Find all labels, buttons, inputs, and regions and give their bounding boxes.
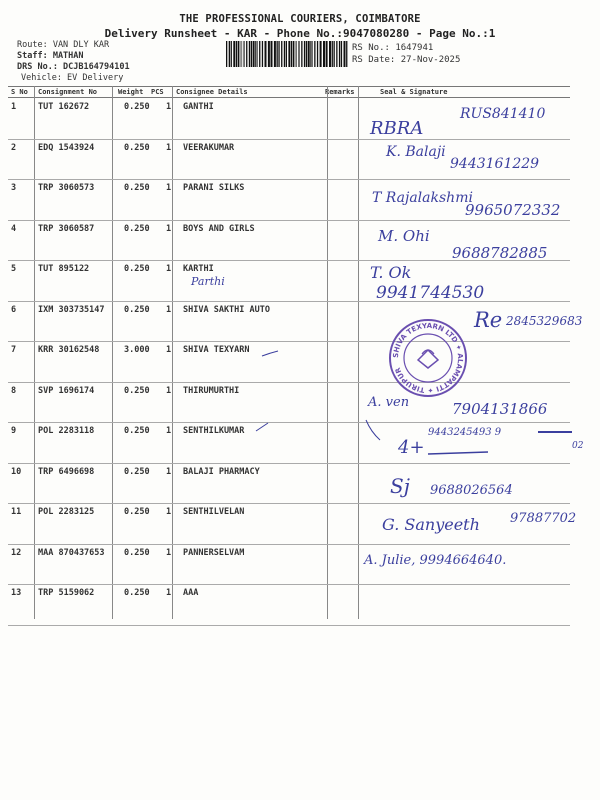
handwritten-name: M. Ohi bbox=[378, 227, 430, 245]
consignee-name: VEERAKUMAR bbox=[183, 142, 235, 153]
rs-date: RS Date: 27-Nov-2025 bbox=[352, 55, 461, 65]
col-header-consignment: Consignment No bbox=[38, 88, 98, 96]
barcode bbox=[226, 41, 348, 67]
barcode-bar bbox=[306, 41, 307, 67]
barcode-bar bbox=[314, 41, 315, 67]
barcode-bar bbox=[286, 41, 287, 67]
weight-value: 0.250 bbox=[124, 102, 150, 112]
handwritten-phone: 2845329683 bbox=[506, 314, 583, 328]
consignee-name: PARANI SILKS bbox=[183, 183, 245, 193]
barcode-bar bbox=[320, 41, 322, 67]
handwritten-name: K. Balaji bbox=[386, 144, 446, 160]
row-divider bbox=[8, 422, 570, 423]
row-serial-number: 4 bbox=[11, 223, 17, 234]
barcode-bar bbox=[271, 41, 273, 67]
row-serial-number: 3 bbox=[11, 183, 17, 193]
row-serial-number: 1 bbox=[11, 102, 17, 112]
consignment-number: TUT 162672 bbox=[38, 102, 90, 112]
pieces-count: 1 bbox=[166, 588, 172, 598]
barcode-bar bbox=[291, 41, 292, 67]
barcode-bar bbox=[341, 41, 342, 67]
pieces-count: 1 bbox=[166, 304, 172, 315]
handwritten-name: T Rajalakshmi bbox=[372, 190, 473, 206]
handwritten-number: RUS841410 bbox=[460, 106, 546, 122]
col-header-pcs: PCS bbox=[151, 88, 164, 96]
weight-value: 0.250 bbox=[124, 304, 150, 315]
barcode-bar bbox=[226, 41, 227, 67]
handwritten-signature: 4+ bbox=[398, 437, 425, 458]
handwritten-phone: 7904131866 bbox=[452, 400, 548, 418]
barcode-bar bbox=[281, 41, 282, 67]
handwritten-signature: Re bbox=[474, 308, 503, 332]
vehicle-label: Vehicle: EV Delivery bbox=[21, 73, 124, 83]
barcode-bar bbox=[344, 41, 346, 67]
handwritten-phone: 9443245493 9 bbox=[428, 427, 502, 438]
weight-value: 0.250 bbox=[124, 588, 150, 598]
row-serial-number: 2 bbox=[11, 142, 17, 153]
barcode-bar bbox=[277, 41, 278, 67]
barcode-bar bbox=[329, 41, 331, 67]
consignee-name: PANNERSELVAM bbox=[183, 547, 245, 558]
barcode-bar bbox=[326, 41, 328, 67]
barcode-bar bbox=[233, 41, 235, 67]
consignment-number: TRP 5159062 bbox=[38, 588, 95, 598]
col-header-seal: Seal & Signature bbox=[380, 88, 448, 96]
runsheet-subtitle: Delivery Runsheet - KAR - Phone No.:9047080280 - Page No.:1 bbox=[104, 27, 496, 40]
row-divider bbox=[8, 503, 570, 504]
consignment-number: KRR 30162548 bbox=[38, 345, 100, 355]
handwritten-note: 02 bbox=[572, 441, 584, 451]
col-header-consignee: Consignee Details bbox=[176, 88, 248, 96]
handwritten-remark: Parthi bbox=[191, 275, 225, 288]
row-divider bbox=[8, 463, 570, 464]
barcode-bar bbox=[259, 41, 260, 67]
table-top-border bbox=[8, 86, 570, 87]
barcode-bar bbox=[257, 41, 258, 67]
drs-number: DRS No.: DCJB164794101 bbox=[17, 62, 130, 72]
weight-value: 0.250 bbox=[124, 264, 150, 274]
row-serial-number: 11 bbox=[11, 507, 22, 517]
weight-value: 0.250 bbox=[124, 183, 150, 193]
pieces-count: 1 bbox=[166, 345, 172, 355]
handwritten-signature: RBRA bbox=[370, 118, 424, 139]
col-divider bbox=[327, 86, 328, 619]
handwritten-name: G. Sanyeeth bbox=[382, 515, 480, 534]
barcode-bar bbox=[296, 41, 297, 67]
handwritten-phone: 9965072332 bbox=[465, 201, 561, 219]
consignee-name: KARTHI bbox=[183, 264, 214, 274]
barcode-bar bbox=[244, 41, 245, 67]
col-header-sno: S No bbox=[11, 88, 28, 96]
weight-value: 0.250 bbox=[124, 507, 150, 517]
barcode-bar bbox=[301, 41, 302, 67]
consignment-number: TRP 3060587 bbox=[38, 223, 95, 234]
rs-number: RS No.: 1647941 bbox=[352, 43, 434, 53]
row-divider bbox=[8, 382, 570, 383]
row-divider bbox=[8, 341, 570, 342]
col-divider bbox=[172, 86, 173, 619]
handwritten-phone: 9443161229 bbox=[450, 156, 540, 172]
weight-value: 0.250 bbox=[124, 142, 150, 153]
barcode-bar bbox=[295, 41, 296, 67]
barcode-bar bbox=[298, 41, 299, 67]
consignee-name: THIRUMURTHI bbox=[183, 385, 240, 396]
company-stamp bbox=[388, 318, 468, 398]
stamp-text: SHIVA TEXYARN LTD ✦ ALAMPATTI ✦ TIRUPUR bbox=[391, 321, 465, 395]
row-serial-number: 12 bbox=[11, 547, 22, 558]
barcode-bar bbox=[253, 41, 255, 67]
row-divider bbox=[8, 584, 570, 585]
barcode-bar bbox=[274, 41, 276, 67]
handwritten-phone: 9688782885 bbox=[452, 244, 548, 262]
barcode-bar bbox=[278, 41, 279, 67]
weight-value: 0.250 bbox=[124, 426, 150, 436]
barcode-bar bbox=[236, 41, 237, 67]
handwritten-phone: 9688026564 bbox=[430, 483, 513, 498]
barcode-bar bbox=[323, 41, 325, 67]
consignee-name: SHIVA SAKTHI AUTO bbox=[183, 304, 270, 315]
consignment-number: POL 2283125 bbox=[38, 507, 95, 517]
pieces-count: 1 bbox=[166, 102, 172, 112]
consignment-number: SVP 1696174 bbox=[38, 385, 95, 396]
col-header-weight: Weight bbox=[118, 88, 144, 96]
barcode-bar bbox=[288, 41, 290, 67]
consignee-name: SHIVA TEXYARN bbox=[183, 345, 250, 355]
barcode-bar bbox=[310, 41, 311, 67]
barcode-bar bbox=[284, 41, 285, 67]
handwritten-name: A. ven bbox=[368, 395, 410, 410]
col-header-remarks: Remarks bbox=[325, 88, 355, 96]
barcode-bar bbox=[332, 41, 333, 67]
barcode-bar bbox=[262, 41, 263, 67]
consignment-number: IXM 303735147 bbox=[38, 304, 105, 315]
pieces-count: 1 bbox=[166, 142, 172, 153]
consignee-name: SENTHILKUMAR bbox=[183, 426, 245, 436]
consignee-name: AAA bbox=[183, 588, 199, 598]
col-divider bbox=[358, 86, 359, 619]
barcode-bar bbox=[339, 41, 340, 67]
handwritten-name-phone: A. Julie, 9994664640. bbox=[364, 553, 507, 568]
handwritten-phone: 9941744530 bbox=[376, 283, 485, 303]
handwritten-name: T. Ok bbox=[370, 263, 412, 282]
barcode-bar bbox=[231, 41, 232, 67]
barcode-bar bbox=[249, 41, 250, 67]
row-serial-number: 8 bbox=[11, 385, 17, 396]
barcode-bar bbox=[246, 41, 247, 67]
table-header-border bbox=[8, 97, 570, 98]
consignee-name: BOYS AND GIRLS bbox=[183, 223, 255, 234]
barcode-bar bbox=[251, 41, 252, 67]
staff-label: Staff: MATHAN bbox=[17, 51, 84, 61]
consignee-name: BALAJI PHARMACY bbox=[183, 466, 260, 477]
consignment-number: TUT 895122 bbox=[38, 264, 90, 274]
row-serial-number: 6 bbox=[11, 304, 17, 315]
col-divider bbox=[34, 86, 35, 619]
barcode-bar bbox=[243, 41, 244, 67]
handwritten-signature: Sj bbox=[390, 474, 410, 498]
svg-text:SHIVA TEXYARN LTD ✦ ALAMPATTI bbox=[392, 322, 464, 394]
row-serial-number: 13 bbox=[11, 588, 22, 598]
consignment-number: MAA 870437653 bbox=[38, 547, 105, 558]
row-divider bbox=[8, 179, 570, 180]
consignee-name: SENTHILVELAN bbox=[183, 507, 245, 517]
weight-value: 0.250 bbox=[124, 385, 150, 396]
pieces-count: 1 bbox=[166, 264, 172, 274]
barcode-bar bbox=[312, 41, 313, 67]
barcode-bar bbox=[265, 41, 267, 67]
row-divider bbox=[8, 544, 570, 545]
barcode-bar bbox=[304, 41, 305, 67]
document-title: THE PROFESSIONAL COURIERS, COIMBATORE bbox=[179, 13, 421, 25]
consignment-number: EDQ 1543924 bbox=[38, 142, 95, 153]
pieces-count: 1 bbox=[166, 466, 172, 477]
pieces-count: 1 bbox=[166, 426, 172, 436]
row-divider bbox=[8, 301, 570, 302]
barcode-bar bbox=[293, 41, 294, 67]
row-serial-number: 9 bbox=[11, 426, 17, 436]
consignment-number: TRP 3060573 bbox=[38, 183, 95, 193]
pieces-count: 1 bbox=[166, 385, 172, 396]
consignment-number: POL 2283118 bbox=[38, 426, 95, 436]
consignment-number: TRP 6496698 bbox=[38, 466, 95, 477]
handwritten-phone: 97887702 bbox=[510, 511, 577, 526]
barcode-bar bbox=[229, 41, 230, 67]
pieces-count: 1 bbox=[166, 547, 172, 558]
pieces-count: 1 bbox=[166, 183, 172, 193]
barcode-bar bbox=[255, 41, 256, 67]
barcode-bar bbox=[268, 41, 270, 67]
barcode-bar bbox=[336, 41, 337, 67]
barcode-bar bbox=[317, 41, 318, 67]
row-divider bbox=[8, 139, 570, 140]
barcode-bar bbox=[308, 41, 310, 67]
row-divider bbox=[8, 625, 570, 626]
barcode-bar bbox=[238, 41, 239, 67]
pieces-count: 1 bbox=[166, 223, 172, 234]
row-serial-number: 10 bbox=[11, 466, 22, 477]
barcode-bar bbox=[334, 41, 335, 67]
row-serial-number: 5 bbox=[11, 264, 17, 274]
weight-value: 0.250 bbox=[124, 547, 150, 558]
weight-value: 3.000 bbox=[124, 345, 150, 355]
consignee-name: GANTHI bbox=[183, 102, 214, 112]
pieces-count: 1 bbox=[166, 507, 172, 517]
barcode-bar bbox=[241, 41, 242, 67]
row-divider bbox=[8, 220, 570, 221]
route-label: Route: VAN DLY KAR bbox=[17, 40, 110, 50]
col-divider bbox=[112, 86, 113, 619]
weight-value: 0.250 bbox=[124, 466, 150, 477]
weight-value: 0.250 bbox=[124, 223, 150, 234]
barcode-bar bbox=[299, 41, 300, 67]
barcode-bar bbox=[240, 41, 241, 67]
barcode-bar bbox=[346, 41, 347, 67]
row-serial-number: 7 bbox=[11, 345, 17, 355]
